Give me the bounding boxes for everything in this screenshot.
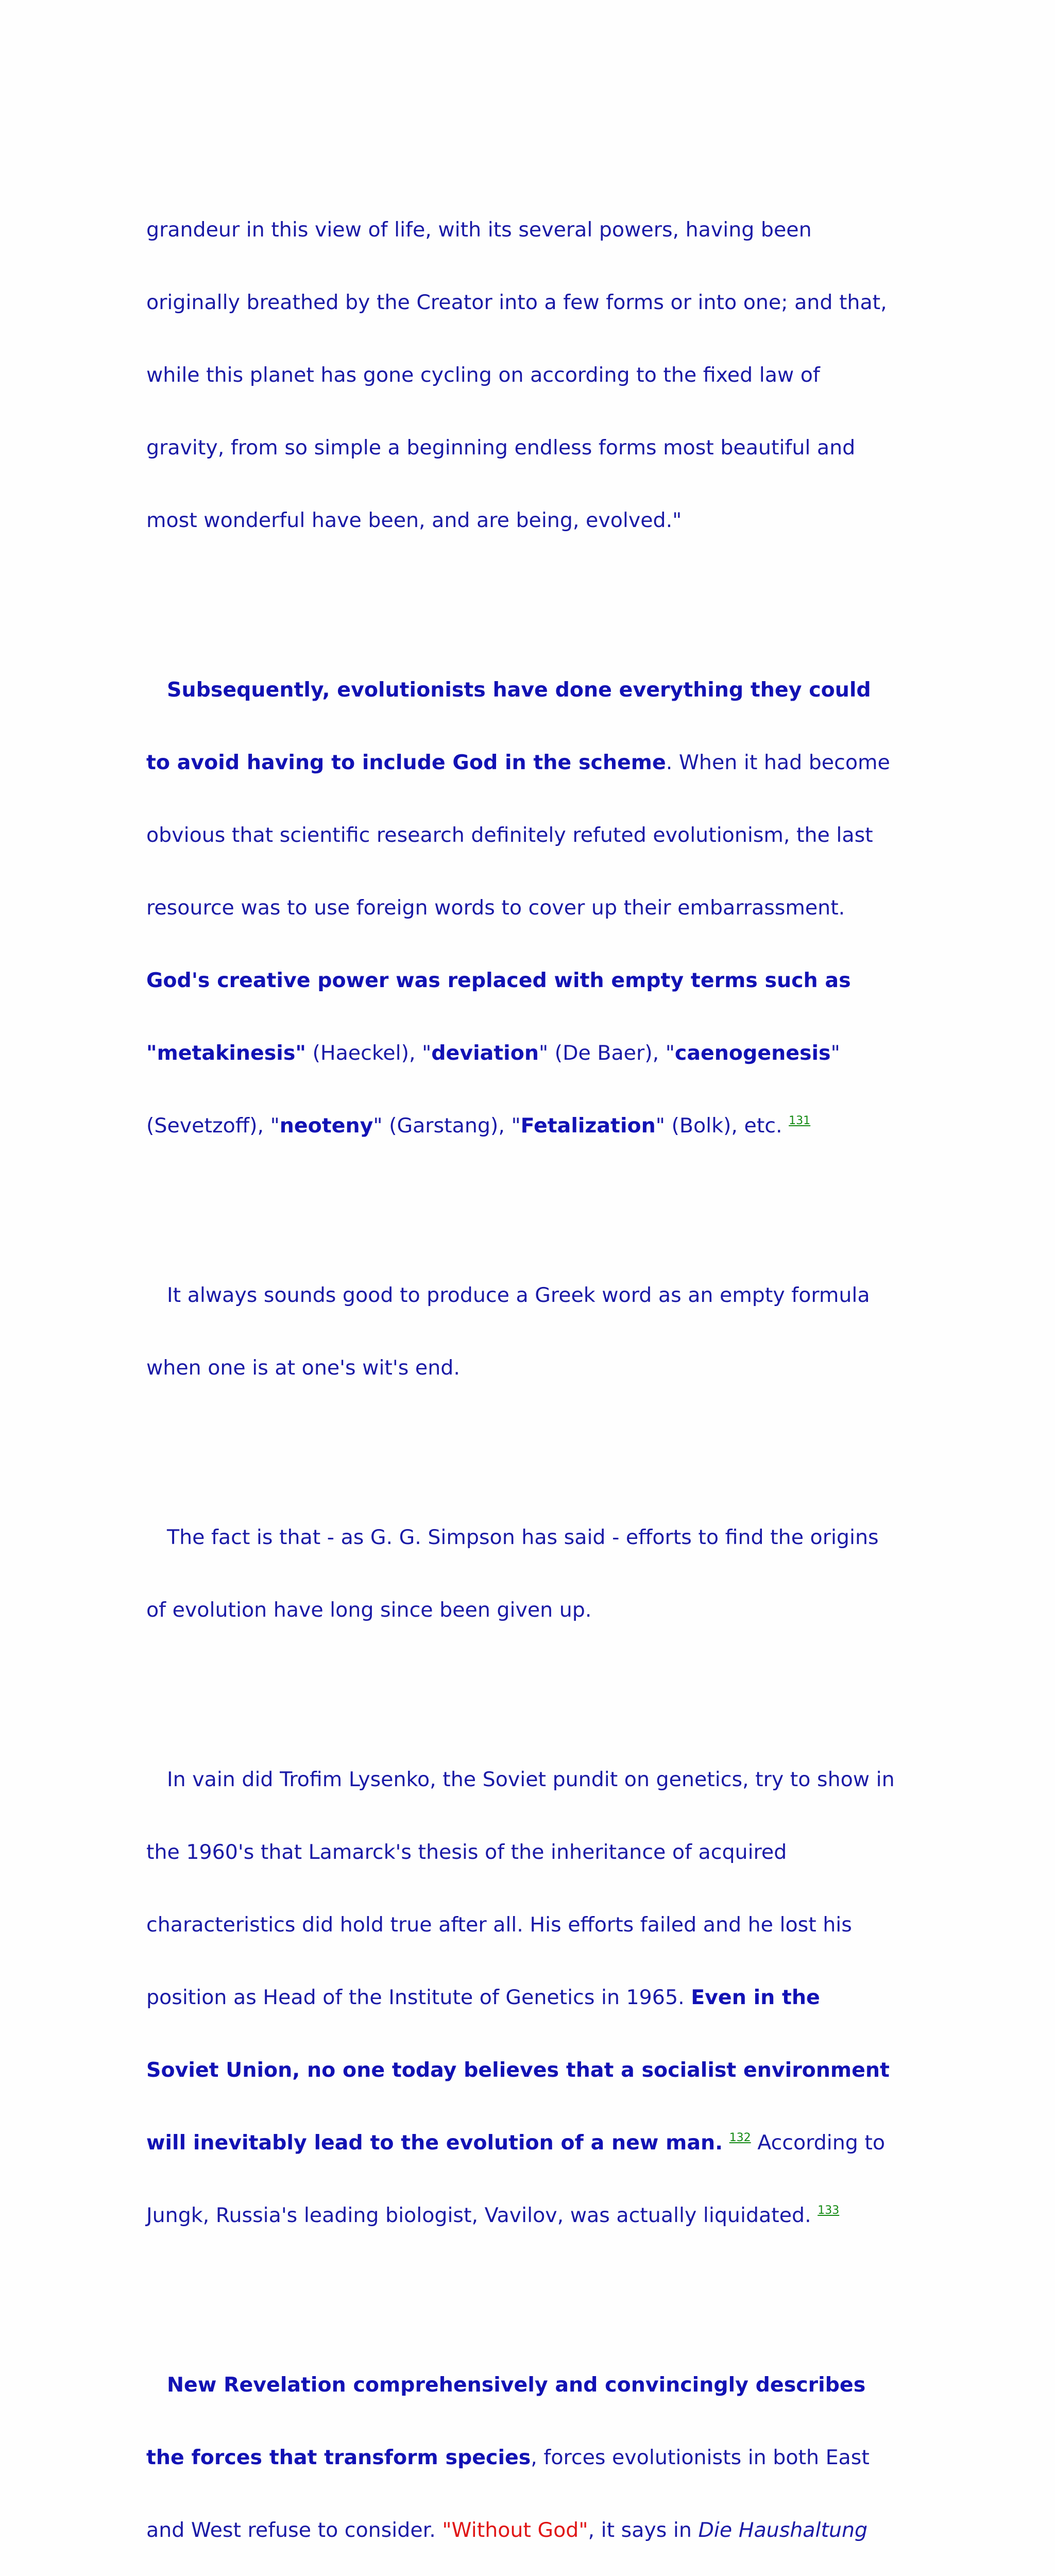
text-run: " (De Baer), ": [538, 1041, 675, 1065]
text-line: [146, 218, 919, 242]
bold-text: "metakinesis": [146, 1041, 306, 1065]
text-line: [146, 1114, 919, 1138]
footnote-link[interactable]: 131: [789, 1114, 811, 1127]
bold-text: New Revelation comprehensively and convincingly describes: [167, 2373, 866, 2397]
text-run: . When it had become: [666, 751, 890, 774]
text-run: According to: [751, 2131, 886, 2155]
bold-text: Soviet Union, no one today believes that a socialist environment: [146, 2058, 890, 2082]
text-line: [146, 2446, 919, 2470]
text-line: [146, 2518, 919, 2543]
text-line: [146, 1913, 919, 1937]
paragraph-greek-word: [146, 1235, 919, 1429]
red-quote: "Without God": [442, 2518, 588, 2542]
text-run: characteristics did hold true after all. His efforts failed and he lost his: [146, 1913, 852, 1937]
text-run: (Sevetzoff), ": [146, 1114, 280, 1138]
text-line: [146, 436, 919, 460]
text-line: [146, 2204, 919, 2228]
text-run: the 1960's that Lamarck's thesis of the inheritance of acquired: [146, 1840, 787, 1864]
text-line: [146, 1598, 919, 1622]
text-line: [146, 2131, 919, 2155]
text-run: In vain did Trofim Lysenko, the Soviet pundit on genetics, try to show in: [167, 1768, 895, 1791]
text-run: resource was to use foreign words to cover up their embarrassment.: [146, 896, 845, 920]
text-run: Jungk, Russia's leading biologist, Vavilov, was actually liquidated.: [146, 2204, 818, 2227]
bold-text: caenogenesis: [674, 1041, 831, 1065]
text-run: (Haeckel), ": [305, 1041, 432, 1065]
italic-title: Die Haushaltung: [698, 2518, 868, 2542]
text-run: " (Garstang), ": [373, 1114, 521, 1138]
text-line: [146, 291, 919, 315]
bold-text: the forces that transform species: [146, 2446, 531, 2469]
paragraph-darwin-quote-end: [146, 170, 919, 581]
text-run: when one is at one's wit's end.: [146, 1356, 460, 1380]
document-page: [146, 121, 919, 2576]
paragraph-new-revelation: [146, 2325, 919, 2576]
bold-text: neoteny: [279, 1114, 373, 1138]
text-run: and West refuse to consider.: [146, 2518, 443, 2542]
text-run: gravity, from so simple a beginning endless forms most beautiful and: [146, 436, 856, 460]
text-run: " (Bolk), etc.: [655, 1114, 789, 1138]
text-run: grandeur in this view of life, with its several powers, having been: [146, 218, 812, 242]
text-run: ": [830, 1041, 840, 1065]
paragraph-foreign-words: [146, 630, 919, 1187]
text-run: obvious that scientific research definitely refuted evolutionism, the last: [146, 823, 873, 847]
text-run: , forces evolutionists in both East: [531, 2446, 870, 2469]
paragraph-simpson: [146, 1477, 919, 1671]
text-line: [146, 2058, 919, 2082]
text-line: [146, 751, 919, 775]
text-run: It always sounds good to produce a Greek word as an empty formula: [167, 1283, 870, 1307]
text-line: [146, 509, 919, 533]
text-run: The fact is that - as G. G. Simpson has said - efforts to find the origins: [167, 1526, 879, 1549]
footnote-link[interactable]: 132: [729, 2131, 751, 2144]
text-run: most wonderful have been, and are being, evolved.": [146, 509, 682, 532]
text-line: [146, 823, 919, 848]
text-line: [146, 1041, 919, 1065]
text-line: [146, 1840, 919, 1865]
text-line: [146, 363, 919, 387]
text-line: [146, 896, 919, 920]
footnote-link[interactable]: 133: [818, 2204, 840, 2217]
text-run: [723, 2131, 729, 2155]
bold-text: Even in the: [691, 1986, 820, 2009]
text-line: [146, 1356, 919, 1380]
text-line: [146, 1986, 919, 2010]
text-line: [146, 678, 919, 702]
bold-text: deviation: [431, 1041, 539, 1065]
text-run: position as Head of the Institute of Genetics in 1965.: [146, 1986, 691, 2009]
text-run: of evolution have long since been given up.: [146, 1598, 592, 1622]
text-line: [146, 1283, 919, 1308]
bold-text: will inevitably lead to the evolution of a new man.: [146, 2131, 723, 2155]
text-run: while this planet has gone cycling on according to the fixed law of: [146, 363, 820, 387]
text-run: originally breathed by the Creator into a few forms or into one; and that,: [146, 291, 887, 314]
text-line: [146, 1526, 919, 1550]
paragraph-lysenko: [146, 1719, 919, 2276]
bold-text: God's creative power was replaced with empty terms such as: [146, 969, 851, 992]
text-line: [146, 969, 919, 993]
text-line: [146, 2373, 919, 2397]
text-line: [146, 1768, 919, 1792]
text-run: , it says in: [588, 2518, 699, 2542]
bold-text: Subsequently, evolutionists have done everything they could: [167, 678, 871, 702]
bold-text: Fetalization: [520, 1114, 656, 1138]
bold-text: to avoid having to include God in the scheme: [146, 751, 666, 774]
